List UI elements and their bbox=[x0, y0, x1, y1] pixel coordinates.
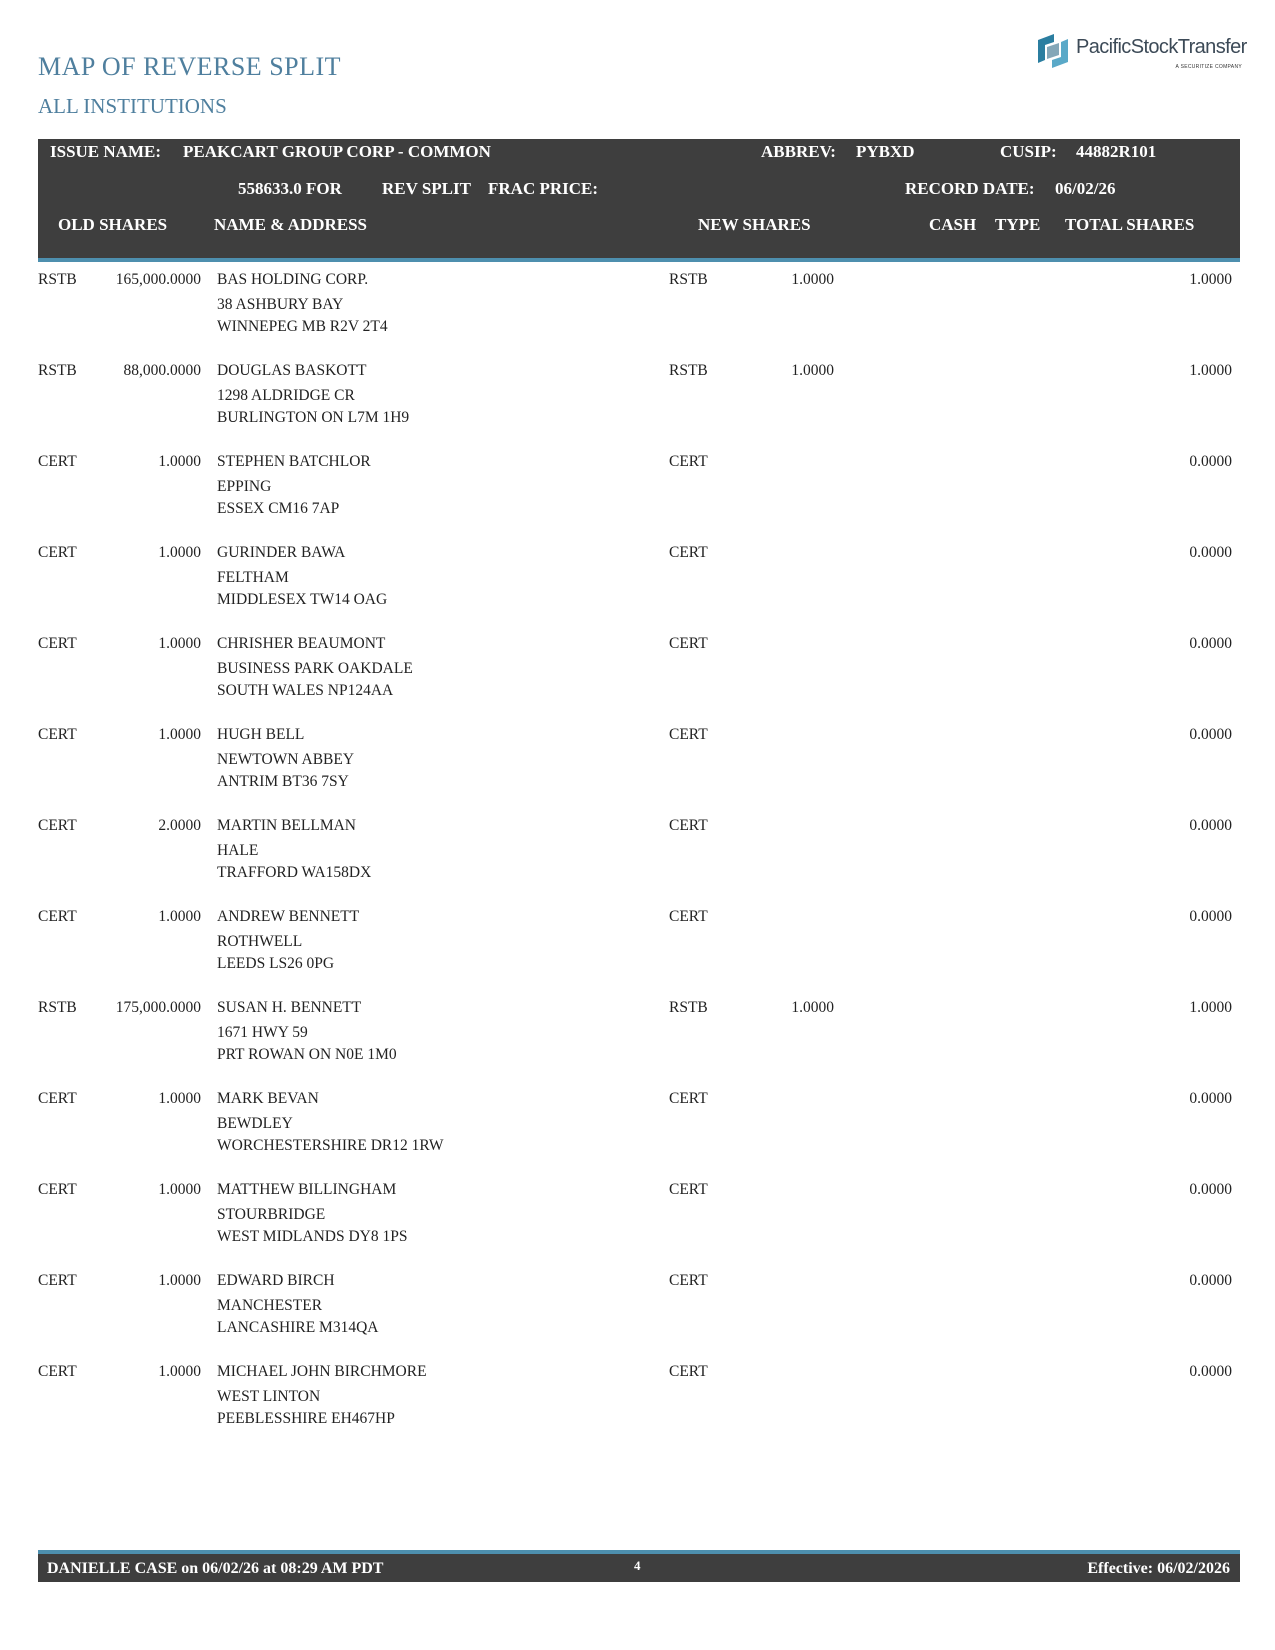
holder-name: MARK BEVAN bbox=[217, 1090, 319, 1107]
total-shares: 1.0000 bbox=[1189, 362, 1232, 379]
address-line: WINNEPEG MB R2V 2T4 bbox=[217, 318, 388, 335]
shareholder-record bbox=[0, 1090, 1275, 1170]
holder-address bbox=[217, 294, 388, 339]
total-shares: 0.0000 bbox=[1189, 817, 1232, 834]
address-line: BUSINESS PARK OAKDALE bbox=[217, 659, 413, 677]
cusip-value: 44882R101 bbox=[1076, 142, 1157, 161]
holder-name: MARTIN BELLMAN bbox=[217, 817, 356, 834]
new-type: CERT bbox=[669, 817, 708, 834]
holder-address bbox=[217, 476, 339, 521]
issue-name-label: ISSUE NAME: bbox=[50, 142, 161, 161]
old-type: RSTB bbox=[38, 999, 77, 1016]
address-line: ANTRIM BT36 7SY bbox=[217, 773, 349, 790]
holder-address bbox=[217, 1113, 443, 1158]
shareholder-record bbox=[0, 999, 1275, 1079]
old-shares: 88,000.0000 bbox=[123, 362, 201, 379]
holder-name: MICHAEL JOHN BIRCHMORE bbox=[217, 1363, 427, 1380]
address-line: PRT ROWAN ON N0E 1M0 bbox=[217, 1046, 397, 1063]
issue-name-value: PEAKCART GROUP CORP - COMMON bbox=[183, 142, 491, 161]
total-shares: 0.0000 bbox=[1189, 1363, 1232, 1380]
address-line: ESSEX CM16 7AP bbox=[217, 500, 340, 517]
address-line: WEST MIDLANDS DY8 1PS bbox=[217, 1228, 408, 1245]
total-shares: 0.0000 bbox=[1189, 726, 1232, 743]
new-type: CERT bbox=[669, 908, 708, 925]
shareholder-record bbox=[0, 453, 1275, 533]
holder-name: EDWARD BIRCH bbox=[217, 1272, 335, 1289]
col-name-address: NAME & ADDRESS bbox=[214, 215, 368, 234]
old-type: CERT bbox=[38, 726, 77, 743]
old-type: CERT bbox=[38, 1181, 77, 1198]
address-line: MIDDLESEX TW14 OAG bbox=[217, 591, 388, 608]
new-type: CERT bbox=[669, 544, 708, 561]
shareholder-record bbox=[0, 817, 1275, 897]
shareholder-record bbox=[0, 908, 1275, 988]
holder-address bbox=[217, 931, 334, 976]
old-shares: 2.0000 bbox=[158, 817, 201, 834]
old-type: RSTB bbox=[38, 362, 77, 379]
old-type: CERT bbox=[38, 453, 77, 470]
effective-date: Effective: 06/02/2026 bbox=[1087, 1560, 1230, 1577]
address-line: 1298 ALDRIDGE CR bbox=[217, 386, 355, 404]
holder-address bbox=[217, 1295, 378, 1340]
address-line: LANCASHIRE M314QA bbox=[217, 1319, 379, 1336]
old-shares: 1.0000 bbox=[158, 544, 201, 561]
new-shares: 1.0000 bbox=[791, 271, 834, 288]
holder-address bbox=[217, 1386, 395, 1431]
old-type: CERT bbox=[38, 1363, 77, 1380]
address-line: HALE bbox=[217, 841, 259, 859]
holder-name: STEPHEN BATCHLOR bbox=[217, 453, 371, 470]
total-shares: 0.0000 bbox=[1189, 453, 1232, 470]
shareholder-record bbox=[0, 544, 1275, 624]
holder-name: DOUGLAS BASKOTT bbox=[217, 362, 367, 379]
address-line: SOUTH WALES NP124AA bbox=[217, 682, 394, 699]
total-shares: 1.0000 bbox=[1189, 999, 1232, 1016]
shareholder-record bbox=[0, 271, 1275, 351]
old-type: CERT bbox=[38, 635, 77, 652]
col-type: TYPE bbox=[995, 215, 1041, 234]
new-type: CERT bbox=[669, 1363, 708, 1380]
logo-wordmark: PacificStockTransfer bbox=[1076, 36, 1247, 58]
old-shares: 1.0000 bbox=[158, 453, 201, 470]
old-shares: 1.0000 bbox=[158, 1272, 201, 1289]
old-shares: 1.0000 bbox=[158, 1363, 201, 1380]
record-date-label: RECORD DATE: bbox=[905, 179, 1035, 198]
logo-mark-icon bbox=[1034, 32, 1072, 70]
old-type: CERT bbox=[38, 817, 77, 834]
pacific-stock-transfer-logo bbox=[1034, 30, 1247, 76]
logo-tagline: A SECURITIZE COMPANY bbox=[1175, 64, 1242, 70]
col-old-shares: OLD SHARES bbox=[58, 215, 168, 234]
total-shares: 0.0000 bbox=[1189, 1090, 1232, 1107]
new-type: CERT bbox=[669, 453, 708, 470]
col-total-shares: TOTAL SHARES bbox=[1065, 215, 1195, 234]
holder-name: GURINDER BAWA bbox=[217, 544, 346, 561]
new-shares: 1.0000 bbox=[791, 362, 834, 379]
old-shares: 165,000.0000 bbox=[115, 271, 201, 288]
col-new-shares: NEW SHARES bbox=[698, 215, 811, 234]
record-date-value: 06/02/26 bbox=[1055, 179, 1116, 198]
frac-price-label: FRAC PRICE: bbox=[488, 179, 599, 198]
abbrev-value: PYBXD bbox=[856, 142, 915, 161]
total-shares: 0.0000 bbox=[1189, 1181, 1232, 1198]
new-type: CERT bbox=[669, 1181, 708, 1198]
holder-name: HUGH BELL bbox=[217, 726, 305, 743]
address-line: EPPING bbox=[217, 477, 272, 495]
address-line: ROTHWELL bbox=[217, 932, 303, 950]
old-shares: 1.0000 bbox=[158, 1090, 201, 1107]
address-line: MANCHESTER bbox=[217, 1296, 323, 1314]
address-line: LEEDS LS26 0PG bbox=[217, 955, 335, 972]
holder-name: ANDREW BENNETT bbox=[217, 908, 360, 925]
old-shares: 1.0000 bbox=[158, 635, 201, 652]
total-shares: 0.0000 bbox=[1189, 635, 1232, 652]
issue-header bbox=[38, 139, 1240, 262]
address-line: 38 ASHBURY BAY bbox=[217, 295, 344, 313]
address-line: TRAFFORD WA158DX bbox=[217, 864, 372, 881]
old-type: CERT bbox=[38, 544, 77, 561]
new-type: CERT bbox=[669, 726, 708, 743]
split-ratio: 558633.0 FOR bbox=[238, 179, 342, 198]
new-type: CERT bbox=[669, 1272, 708, 1289]
shareholder-record bbox=[0, 362, 1275, 442]
shareholder-record bbox=[0, 1272, 1275, 1352]
old-type: CERT bbox=[38, 1090, 77, 1107]
old-shares: 1.0000 bbox=[158, 1181, 201, 1198]
new-type: CERT bbox=[669, 635, 708, 652]
address-line: WORCHESTERSHIRE DR12 1RW bbox=[217, 1137, 444, 1154]
total-shares: 1.0000 bbox=[1189, 271, 1232, 288]
holder-address bbox=[217, 749, 354, 794]
address-line: WEST LINTON bbox=[217, 1387, 321, 1405]
total-shares: 0.0000 bbox=[1189, 908, 1232, 925]
holder-name: BAS HOLDING CORP. bbox=[217, 271, 369, 288]
total-shares: 0.0000 bbox=[1189, 544, 1232, 561]
generated-by: DANIELLE CASE on 06/02/26 at 08:29 AM PDT bbox=[47, 1560, 384, 1577]
address-line: BURLINGTON ON L7M 1H9 bbox=[217, 409, 410, 426]
report-title: MAP OF REVERSE SPLIT bbox=[38, 52, 342, 81]
shareholder-record bbox=[0, 1181, 1275, 1261]
address-line: BEWDLEY bbox=[217, 1114, 293, 1132]
holder-name: CHRISHER BEAUMONT bbox=[217, 635, 386, 652]
holder-address bbox=[217, 385, 409, 430]
abbrev-label: ABBREV: bbox=[761, 142, 836, 161]
holder-address bbox=[217, 658, 413, 703]
shareholder-record bbox=[0, 635, 1275, 715]
old-type: CERT bbox=[38, 908, 77, 925]
old-type: CERT bbox=[38, 1272, 77, 1289]
holder-address bbox=[217, 567, 387, 612]
address-line: STOURBRIDGE bbox=[217, 1205, 326, 1223]
holder-address bbox=[217, 1022, 397, 1067]
new-type: CERT bbox=[669, 1090, 708, 1107]
new-type: RSTB bbox=[669, 362, 708, 379]
new-type: RSTB bbox=[669, 271, 708, 288]
holder-address bbox=[217, 840, 371, 885]
old-shares: 1.0000 bbox=[158, 908, 201, 925]
address-line: PEEBLESSHIRE EH467HP bbox=[217, 1410, 395, 1427]
new-type: RSTB bbox=[669, 999, 708, 1016]
shareholder-record bbox=[0, 1363, 1275, 1443]
address-line: NEWTOWN ABBEY bbox=[217, 750, 355, 768]
rev-split-label: REV SPLIT bbox=[382, 179, 471, 198]
total-shares: 0.0000 bbox=[1189, 1272, 1232, 1289]
page-footer bbox=[38, 1550, 1240, 1582]
page-number: 4 bbox=[634, 1558, 641, 1573]
col-cash: CASH bbox=[929, 215, 977, 234]
holder-name: SUSAN H. BENNETT bbox=[217, 999, 362, 1016]
new-shares: 1.0000 bbox=[791, 999, 834, 1016]
old-shares: 1.0000 bbox=[158, 726, 201, 743]
shareholder-record bbox=[0, 726, 1275, 806]
address-line: 1671 HWY 59 bbox=[217, 1023, 308, 1041]
cusip-label: CUSIP: bbox=[1000, 142, 1057, 161]
report-subtitle: ALL INSTITUTIONS bbox=[38, 94, 227, 118]
address-line: FELTHAM bbox=[217, 568, 289, 586]
old-shares: 175,000.0000 bbox=[115, 999, 201, 1016]
holder-name: MATTHEW BILLINGHAM bbox=[217, 1181, 397, 1198]
holder-address bbox=[217, 1204, 407, 1249]
old-type: RSTB bbox=[38, 271, 77, 288]
